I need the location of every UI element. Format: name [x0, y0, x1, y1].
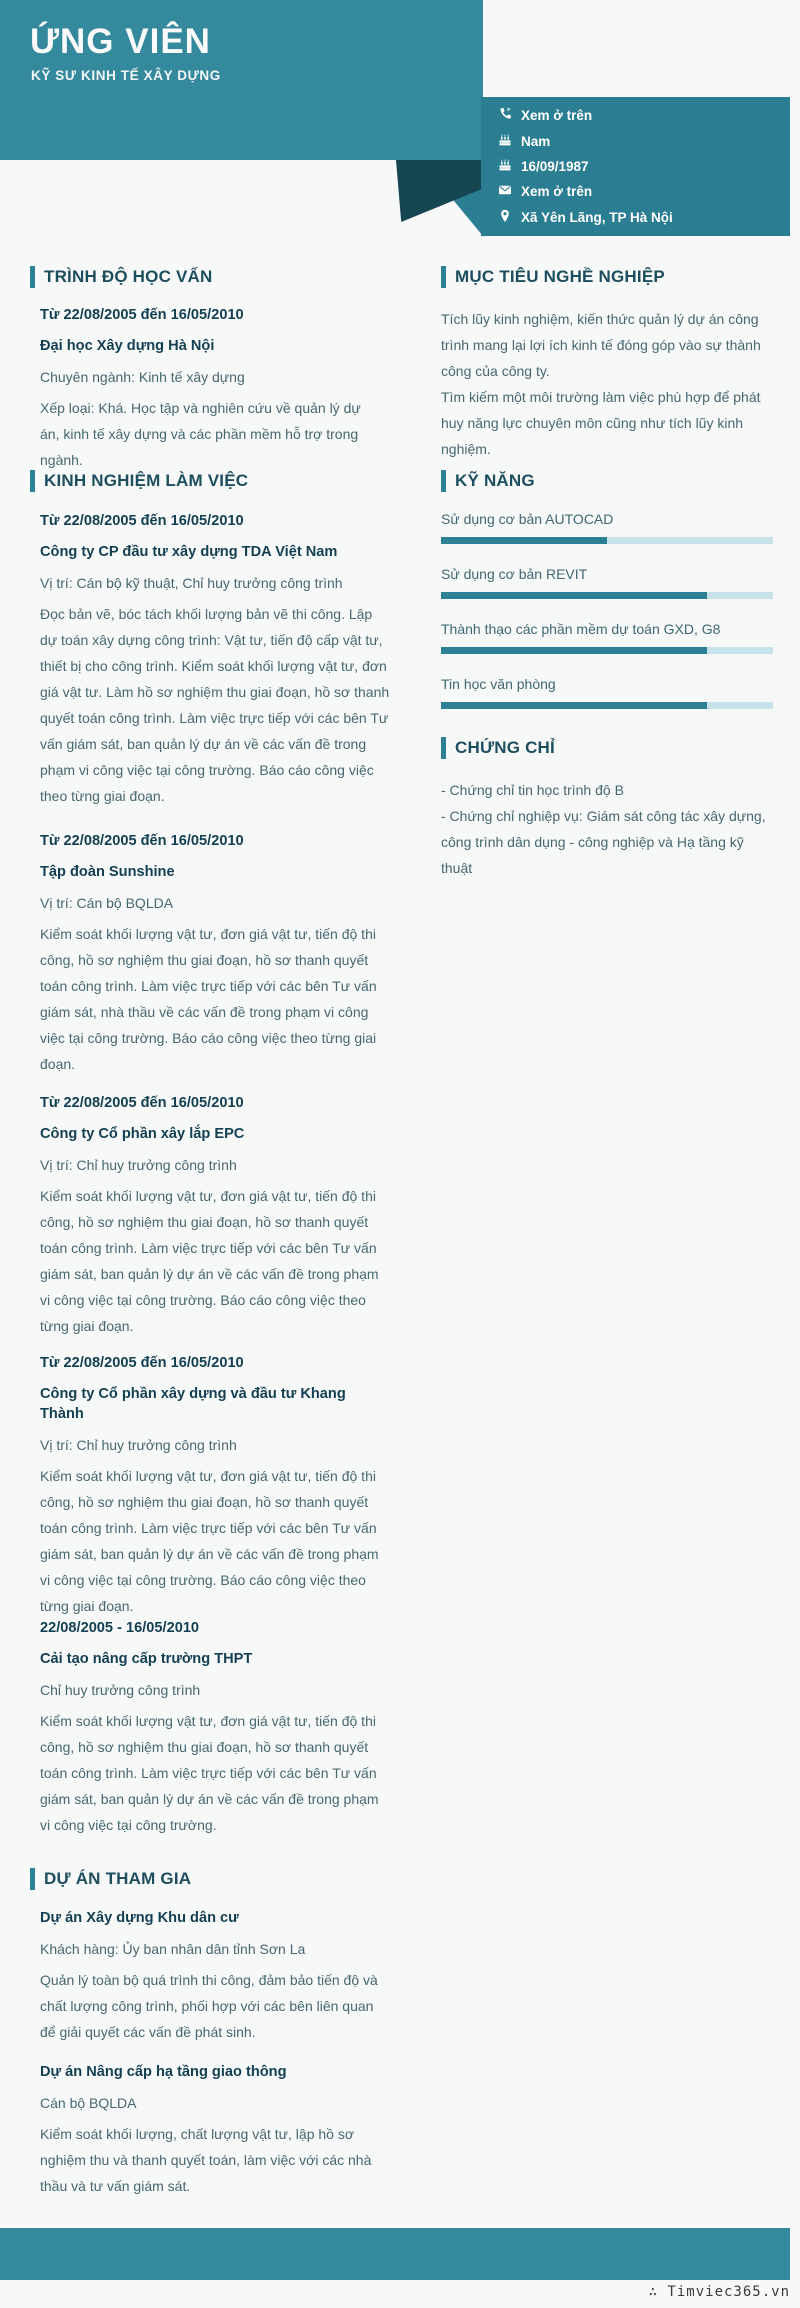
entry-company: Công ty CP đầu tư xây dựng TDA Việt Nam	[40, 544, 338, 560]
skill-progress-track	[441, 592, 773, 599]
section-header-projects	[30, 1868, 382, 1890]
project-description: Quản lý toàn bộ quá trình thi công, đảm bảo tiến độ và chất lượng công trình, phối hợp với các bên liên quan để giải quyết các vấn đề phát sinh.	[40, 1972, 378, 2040]
objective-paragraph-2: Tìm kiếm một môi trường làm việc phù hợp để phát huy năng lực chuyên môn cũng như tích lũy kinh nghiệm.	[441, 389, 761, 457]
entry-company: Công ty Cổ phần xây lắp EPC	[40, 1126, 245, 1142]
entry-date: Từ 22/08/2005 đến 16/05/2010	[40, 1095, 244, 1111]
entry-role: Vị trí: Cán bộ BQLDA	[40, 895, 174, 911]
entry-company: Cải tạo nâng cấp trường THPT	[40, 1651, 253, 1667]
skill-label: Thành thạo các phần mềm dự toán GXD, G8	[441, 621, 721, 637]
section-header-education	[30, 266, 382, 288]
contact-birthday	[481, 158, 790, 175]
footer-brand-link[interactable]: ∴ Timviec365.vn	[648, 2284, 790, 2300]
pin-icon	[498, 209, 512, 226]
section-title: TRÌNH ĐỘ HỌC VẤN	[44, 267, 213, 286]
section-header-experience	[30, 470, 382, 492]
phone-icon	[498, 107, 512, 124]
objective-paragraph-1: Tích lũy kinh nghiệm, kiến thức quản lý dự án công trình mang lại lợi ích kinh tế đóng góp vào sự thành công của công ty.	[441, 311, 761, 379]
education-date: Từ 22/08/2005 đến 16/05/2010	[40, 307, 244, 323]
skill-row	[441, 675, 778, 709]
skill-label: Sử dụng cơ bản REVIT	[441, 566, 588, 582]
education-major: Chuyên ngành: Kinh tế xây dựng	[40, 369, 245, 385]
project-subtitle: Khách hàng: Ủy ban nhân dân tỉnh Sơn La	[40, 1941, 306, 1957]
project-subtitle: Cán bộ BQLDA	[40, 2095, 137, 2111]
contact-phone-value: Xem ở trên	[521, 108, 593, 124]
entry-description: Kiểm soát khối lượng vật tư, đơn giá vật tư, tiến độ thi công, hồ sơ nghiệm thu giai đoạn, hồ sơ thanh quyết toán công trình. Làm việc trực tiếp với các bên Tư vấn giám sát, nhà thầu về các vấn đề trong phạm vi công việc tại công trường. Báo cáo công việc theo từng giai đoạn.	[40, 926, 377, 1072]
skill-label: Sử dụng cơ bản AUTOCAD	[441, 511, 614, 527]
section-accent-bar	[441, 737, 446, 759]
experience-entry	[30, 832, 392, 1077]
contact-ribbon	[481, 97, 790, 236]
section-title: KỸ NĂNG	[455, 471, 535, 490]
contact-birthday-value: 16/09/1987	[521, 158, 589, 174]
entry-description: Đọc bản vẽ, bóc tách khối lượng bản vẽ thi công. Lập dự toán xây dựng công trình: Vật tư, tiến độ cấp vật tư, thiết bị cho công trình. Kiểm soát khối lượng vật tư, đơn giá vật tư. Làm hồ sơ nghiệm thu giai đoạn, hồ sơ thanh quyết toán công trình. Làm việc trực tiếp với các bên Tư vấn giám sát, ban quản lý dự án về các vấn đề trong phạm vi công việc tại công trường. Báo cáo công việc theo từng giai đoạn.	[40, 606, 390, 804]
section-title: MỤC TIÊU NGHỀ NGHIỆP	[455, 267, 665, 286]
section-header-skills	[441, 470, 778, 492]
entry-description: Kiểm soát khối lượng vật tư, đơn giá vật tư, tiến độ thi công, hồ sơ nghiệm thu giai đoạn, hồ sơ thanh quyết toán công trình. Làm việc trực tiếp với các bên Tư vấn giám sát, ban quản lý dự án về các vấn đề trong phạm vi công việc tại công trường.	[40, 1713, 379, 1833]
certificate-line: - Chứng chỉ tin học trình độ B	[441, 782, 624, 798]
contact-email	[481, 183, 790, 200]
entry-role: Chỉ huy trưởng công trình	[40, 1682, 201, 1698]
cake-icon	[498, 133, 512, 150]
section-education	[30, 266, 382, 473]
entry-date: Từ 22/08/2005 đến 16/05/2010	[40, 513, 244, 529]
section-accent-bar	[30, 1868, 35, 1890]
skill-progress-fill	[441, 592, 707, 599]
experience-entry	[30, 512, 392, 809]
section-accent-bar	[441, 470, 446, 492]
section-title: DỰ ÁN THAM GIA	[44, 1869, 192, 1888]
candidate-job-title: KỸ SƯ KINH TẾ XÂY DỰNG	[31, 68, 221, 83]
section-projects-header	[30, 1868, 382, 1908]
project-name: Dự án Nâng cấp hạ tầng giao thông	[40, 2064, 287, 2080]
section-certificates	[441, 737, 778, 881]
section-skills	[441, 470, 778, 730]
entry-role: Vị trí: Cán bộ kỹ thuật, Chỉ huy trưởng công trình	[40, 575, 343, 591]
contact-email-value: Xem ở trên	[521, 184, 593, 200]
candidate-name: ỨNG VIÊN	[30, 22, 211, 61]
entry-role: Vị trí: Chỉ huy trưởng công trình	[40, 1157, 237, 1173]
entry-company: Công ty Cổ phần xây dựng và đầu tư Khang Thành	[40, 1386, 346, 1422]
skill-label: Tin học văn phòng	[441, 676, 556, 692]
skill-progress-track	[441, 702, 773, 709]
experience-entry	[30, 1094, 392, 1339]
entry-description: Kiểm soát khối lượng vật tư, đơn giá vật tư, tiến độ thi công, hồ sơ nghiệm thu giai đoạn, hồ sơ thanh quyết toán công trình. Làm việc trực tiếp với các bên Tư vấn giám sát, ban quản lý dự án về các vấn đề trong phạm vi công việc tại công trường. Báo cáo công việc theo từng giai đoạn.	[40, 1468, 379, 1614]
skill-progress-fill	[441, 647, 707, 654]
contact-gender-value: Nam	[521, 133, 551, 149]
section-header-objective	[441, 266, 778, 288]
skill-progress-track	[441, 537, 773, 544]
education-detail: Xếp loại: Khá. Học tập và nghiên cứu về quản lý dự án, kinh tế xây dựng và các phần mềm hỗ trợ trong ngành.	[40, 400, 361, 468]
contact-address	[481, 209, 790, 226]
cake-icon	[498, 158, 512, 175]
skill-progress-fill	[441, 537, 607, 544]
skill-row	[441, 620, 778, 654]
section-title: KINH NGHIỆM LÀM VIỆC	[44, 471, 249, 490]
project-entry	[30, 2062, 392, 2199]
project-name: Dự án Xây dựng Khu dân cư	[40, 1910, 239, 1926]
entry-role: Vị trí: Chỉ huy trưởng công trình	[40, 1437, 237, 1453]
entry-company: Tập đoàn Sunshine	[40, 864, 175, 880]
section-title: CHỨNG CHỈ	[455, 738, 555, 757]
envelope-icon	[498, 183, 512, 200]
section-objective	[441, 266, 778, 462]
entry-date: Từ 22/08/2005 đến 16/05/2010	[40, 1355, 244, 1371]
skill-row	[441, 565, 778, 599]
entry-description: Kiểm soát khối lượng vật tư, đơn giá vật tư, tiến độ thi công, hồ sơ nghiệm thu giai đoạn, hồ sơ thanh quyết toán công trình. Làm việc trực tiếp với các bên Tư vấn giám sát, ban quản lý dự án về các vấn đề trong phạm vi công việc tại công trường. Báo cáo công việc theo từng giai đoạn.	[40, 1188, 379, 1334]
section-header-certificates	[441, 737, 778, 759]
footer-bar	[0, 2228, 790, 2280]
section-accent-bar	[441, 266, 446, 288]
skill-row	[441, 510, 778, 544]
education-school: Đại học Xây dựng Hà Nội	[40, 338, 215, 354]
certificate-line: - Chứng chỉ nghiệp vụ: Giám sát công tác xây dựng, công trình dân dụng - công nghiệp và Hạ tầng kỹ thuật	[441, 808, 766, 876]
contact-address-value: Xã Yên Lãng, TP Hà Nội	[521, 209, 673, 225]
entry-date: Từ 22/08/2005 đến 16/05/2010	[40, 833, 244, 849]
skill-progress-fill	[441, 702, 707, 709]
project-entry	[30, 1908, 392, 2045]
header-banner	[0, 0, 483, 160]
section-accent-bar	[30, 266, 35, 288]
skill-progress-track	[441, 647, 773, 654]
contact-phone	[481, 107, 790, 124]
section-accent-bar	[30, 470, 35, 492]
experience-entry	[30, 1619, 392, 1838]
project-description: Kiểm soát khối lượng, chất lượng vật tư, lập hồ sơ nghiệm thu và thanh quyết toán, làm việc với các nhà thầu và tư vấn giám sát.	[40, 2126, 372, 2194]
section-experience-header	[30, 470, 382, 510]
contact-gender	[481, 133, 790, 150]
experience-entry	[30, 1354, 392, 1619]
entry-date: 22/08/2005 - 16/05/2010	[40, 1620, 200, 1636]
